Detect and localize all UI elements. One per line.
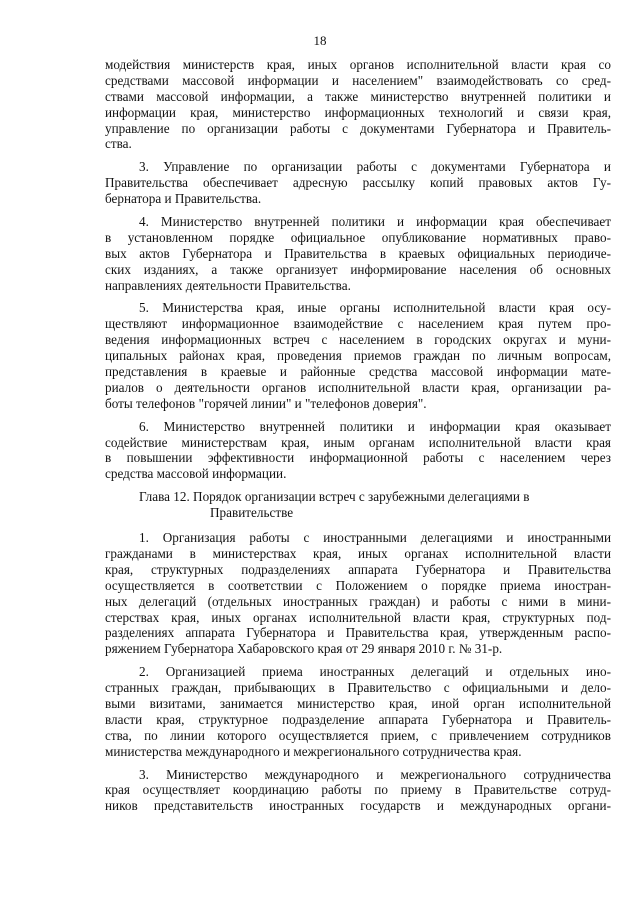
paragraph-gap <box>105 482 611 489</box>
text-line: ских изданиях, а также организует информирование населения об основных <box>105 261 611 277</box>
text-line: в установленном порядке официальное опубликование нормативных право- <box>105 229 611 245</box>
paragraph-gap <box>105 293 611 300</box>
text-line: направлениях деятельности Правительства. <box>105 277 351 293</box>
text-line: ных делегаций (отдельных иностранных граждан) и работы с ними в мини- <box>105 593 611 609</box>
paragraph <box>105 767 611 815</box>
text-line: представления в краевые и районные средства массовой информации мате- <box>105 364 611 380</box>
text-line: бернатора и Правительства. <box>105 191 262 207</box>
paragraph <box>105 664 611 759</box>
paragraph <box>105 57 611 152</box>
text-line: 3. Управление по организации работы с документами Губернатора и <box>139 159 611 175</box>
text-line: 3. Министерство международного и межрегионального сотрудничества <box>139 766 611 782</box>
text-line: Правительстве <box>210 505 294 521</box>
text-line: ществляют информационное взаимодействие с населением края путем про- <box>105 316 611 332</box>
page-number: 18 <box>313 33 327 48</box>
text-line: осуществляется в соответствии с Положением о порядке приема иностран- <box>105 577 611 593</box>
text-line: гражданами в министерствах края, иных органах исполнительной власти <box>105 545 611 561</box>
paragraph-gap <box>105 207 611 214</box>
paragraph-gap <box>105 657 611 664</box>
text-line: 2. Организацией приема иностранных делегаций и отдельных ино- <box>139 664 611 680</box>
text-line: ствами массовой информации, а также министерство внутренней политики и <box>105 88 611 104</box>
text-line: средствами массовой информации и населением" взаимодействовать со сред- <box>105 72 611 88</box>
text-line: ников представительств иностранных государств и международных органи- <box>105 798 611 814</box>
text-line: 4. Министерство внутренней политики и информации края обеспечивает <box>139 214 611 230</box>
text-line: ства. <box>105 136 132 152</box>
text-line: ципальных районах края, проведения приемов граждан по личным вопросам, <box>105 348 611 364</box>
text-line: риалов о деятельности органов исполнительной власти края, организации ра- <box>105 379 611 395</box>
text-line: Глава 12. Порядок организации встреч с зарубежными делегациями в <box>139 489 530 505</box>
text-line: странных граждан, прибывающих в Правительство с официальными и дело- <box>105 680 611 696</box>
text-line: содействие министерствам края, иным органам исполнительной власти края <box>105 434 611 450</box>
text-line: 5. Министерства края, иные органы исполнительной власти края осу- <box>139 300 611 316</box>
chapter-heading <box>105 489 611 521</box>
text-line: 6. Министерство внутренней политики и информации края оказывает <box>139 418 611 434</box>
text-line: ряжением Губернатора Хабаровского края от 29 января 2010 г. № 31-р. <box>105 641 503 657</box>
paragraph <box>105 214 611 293</box>
paragraph-gap <box>105 760 611 767</box>
text-line: Правительства обеспечивает адресную рассылку копий правовых актов Гу- <box>105 175 611 191</box>
paragraph-gap <box>105 152 611 159</box>
text-line: средства массовой информации. <box>105 466 287 482</box>
text-line: власти края, структурное подразделение аппарата Губернатора и Правитель- <box>105 711 611 727</box>
text-line: управление по организации работы с документами Губернатора и Правитель- <box>105 120 611 136</box>
document-body <box>105 57 611 814</box>
text-line: вых актов Губернатора и Правительства в краевых официальных периодиче- <box>105 245 611 261</box>
text-line: информации края, министерство информационных технологий и связи края, <box>105 104 611 120</box>
text-line: стерствах края, иных органах исполнительной власти края, структурных под- <box>105 609 611 625</box>
text-line: министерства международного и межрегионального сотрудничества края. <box>105 743 522 759</box>
text-line: ведения информационных встреч с населением в городских округах и муни- <box>105 332 611 348</box>
paragraph <box>105 300 611 411</box>
paragraph-gap <box>105 412 611 419</box>
text-line: края осуществляет координацию работы по приему в Правительстве сотруд- <box>105 782 611 798</box>
text-line: выми визитами, занимается министерство края, иной орган исполнительной <box>105 695 611 711</box>
text-line: 1. Организация работы с иностранными делегациями и иностранными <box>139 530 611 546</box>
text-line: боты телефонов "горячей линии" и "телефонов доверия". <box>105 395 427 411</box>
text-line: в повышении эффективности информационной работы с населением через <box>105 450 611 466</box>
text-line: модействия министерств края, иных органов исполнительной власти края со <box>105 57 611 72</box>
text-line: ства, по линии которого осуществляется прием, с привлечением сотрудников <box>105 727 611 743</box>
text-line: края, структурных подразделениях аппарата Губернатора и Правительства <box>105 561 611 577</box>
text-line: разделениях аппарата Губернатора и Правительства края, утвержденным распо- <box>105 625 611 641</box>
paragraph <box>105 159 611 207</box>
paragraph <box>105 419 611 483</box>
paragraph-gap <box>105 521 611 530</box>
paragraph <box>105 530 611 657</box>
